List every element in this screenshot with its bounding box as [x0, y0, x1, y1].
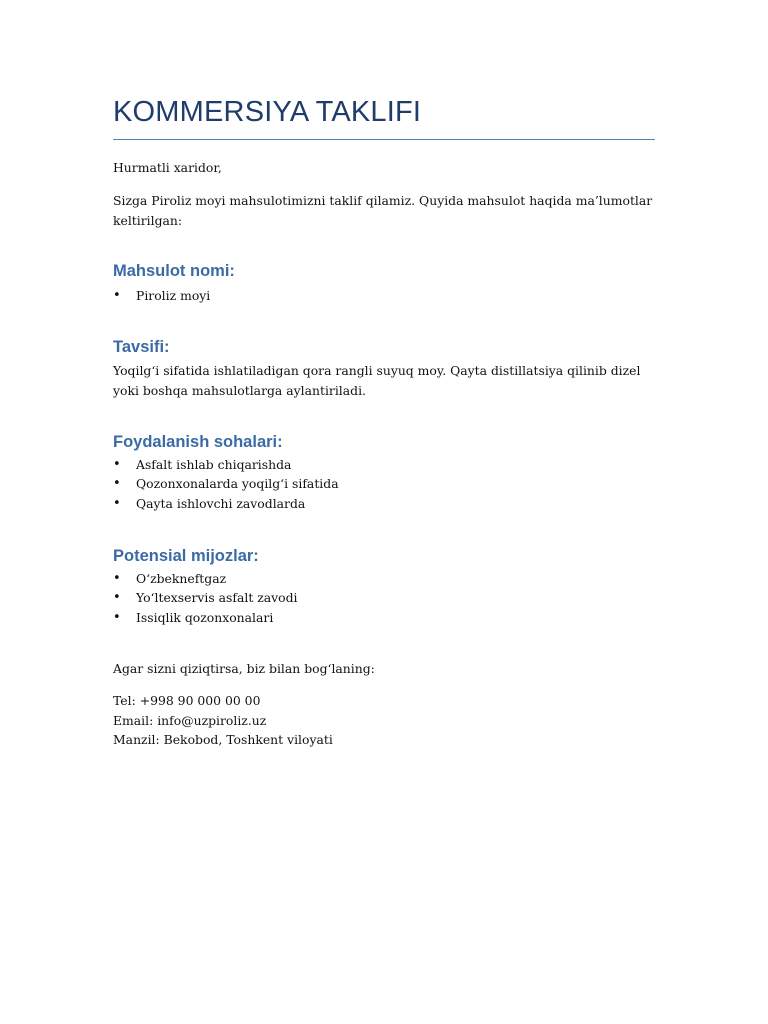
bullet-icon: •: [113, 609, 121, 625]
client-item-label: Issiqlik qozonxonalari: [136, 609, 274, 625]
greeting-text: Hurmatli xaridor,: [113, 160, 222, 175]
clients-heading: Potensial mijozlar:: [113, 547, 259, 565]
title-underline: [113, 139, 655, 140]
intro-paragraph: Sizga Piroliz moyi mahsulotimizni taklif qilamiz. Quyida mahsulot haqida ma’lumotlar keltirilgan:: [113, 193, 653, 228]
description-heading: Tavsifi:: [113, 338, 170, 356]
usage-item-label: Qozonxonalarda yoqilg‘i sifatida: [136, 476, 339, 492]
clients-list: [113, 569, 655, 627]
usage-item-label: Qayta ishlovchi zavodlarda: [136, 495, 306, 511]
usage-item-label: Asfalt ishlab chiqarishda: [136, 457, 292, 472]
bullet-icon: •: [113, 457, 121, 472]
product-heading: Mahsulot nomi:: [113, 262, 235, 280]
contact-block: [113, 691, 655, 750]
product-list: [113, 286, 655, 305]
list-item: [113, 569, 655, 588]
bullet-icon: •: [113, 495, 121, 511]
list-item: [113, 455, 655, 474]
bullet-icon: •: [113, 571, 121, 586]
client-item-label: O‘zbekneftgaz: [136, 571, 227, 586]
list-item: [113, 608, 655, 627]
closing-text: Agar sizni qiziqtirsa, biz bilan bog‘laning:: [113, 661, 375, 676]
contact-phone: Tel: +998 90 000 00 00: [113, 693, 261, 708]
client-item-label: Yo‘ltexservis asfalt zavodi: [136, 590, 298, 606]
bullet-icon: •: [113, 590, 121, 606]
usage-heading: Foydalanish sohalari:: [113, 433, 283, 451]
product-item-label: Piroliz moyi: [136, 288, 211, 303]
list-item: [113, 588, 655, 607]
list-item: [113, 474, 655, 493]
contact-address: Manzil: Bekobod, Toshkent viloyati: [113, 732, 333, 747]
contact-email: Email: info@uzpiroliz.uz: [113, 712, 267, 728]
bullet-icon: •: [113, 476, 121, 492]
usage-list: [113, 455, 655, 513]
list-item: [113, 494, 655, 513]
bullet-icon: •: [113, 288, 121, 303]
document-title: KOMMERSIYA TAKLIFI: [113, 96, 422, 128]
list-item: [113, 286, 655, 305]
description-paragraph: Yoqilg‘i sifatida ishlatiladigan qora rangli suyuq moy. Qayta distillatsiya qilinib dizel yoki boshqa mahsulotlarga aylantiriladi.: [113, 363, 641, 398]
